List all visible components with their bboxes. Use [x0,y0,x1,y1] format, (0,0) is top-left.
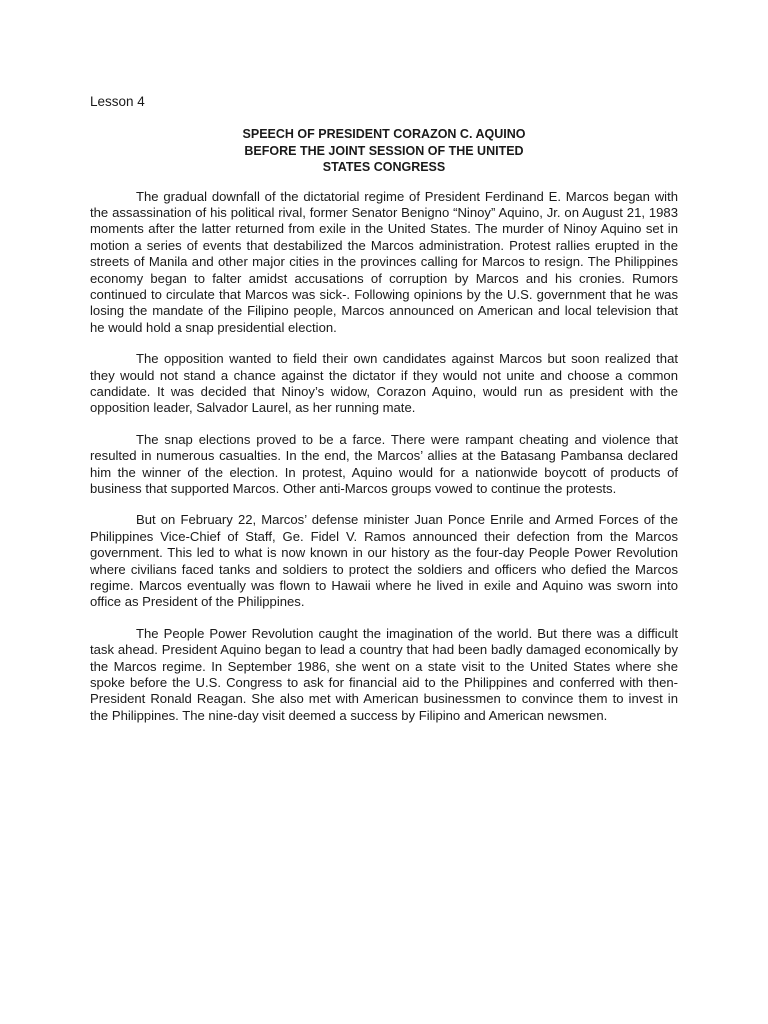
title-line-3: STATES CONGRESS [322,160,446,174]
title-line-1: SPEECH OF PRESIDENT CORAZON C. AQUINO [242,127,526,141]
paragraph-2: The opposition wanted to field their own candidates against Marcos but soon realized that they would not stand a chance against the dictator if they would not unite and choose a common candidate. It was decided that Ninoy’s widow, Corazon Aquino, would run as president with the opposition leader, Salvador Laurel, as her running mate. [90,351,678,416]
paragraph-4: But on February 22, Marcos’ defense minister Juan Ponce Enrile and Armed Forces of the Philippines Vice-Chief of Staff, Ge. Fidel V. Ramos announced their defection from the Marcos government. This led to what is now known in our history as the four-day People Power Revolution where civilians faced tanks and soldiers to protect the soldiers and officers who defied the Marcos regime. Marcos eventually was flown to Hawaii where he lived in exile and Aquino was sworn into office as President of the Philippines. [90,512,678,610]
document-body [90,93,678,739]
document-title [90,126,678,176]
lesson-label: Lesson 4 [90,94,145,109]
paragraph-3: The snap elections proved to be a farce. There were rampant cheating and violence that resulted in numerous casualties. In the end, the Marcos’ allies at the Batasang Pambansa declared him the winner of the election. In protest, Aquino would for a nationwide boycott of products of business that supported Marcos. Other anti-Marcos groups vowed to continue the protests. [90,431,678,496]
title-line-2: BEFORE THE JOINT SESSION OF THE UNITED [244,143,524,158]
paragraph-5: The People Power Revolution caught the imagination of the world. But there was a difficult task ahead. President Aquino began to lead a country that had been badly damaged economically by the Marcos regime. In September 1986, she went on a state visit to the United States where she spoke before the U.S. Congress to ask for financial aid to the Philippines and conferred with then-President Ronald Reagan. She also met with American businessmen to convince them to invest in the Philippines. The nine-day visit deemed a success by Filipino and American newsmen. [90,625,678,723]
paragraph-1: The gradual downfall of the dictatorial regime of President Ferdinand E. Marcos began with the assassination of his political rival, former Senator Benigno “Ninoy” Aquino, Jr. on August 21, 1983 moments after the latter returned from exile in the United States. The murder of Ninoy Aquino set in motion a series of events that destabilized the Marcos administration. Protest rallies erupted in the streets of Manila and other major cities in the provinces calling for Marcos to resign. The Philippines economy began to falter amidst accusations of corruption by Marcos and his cronies. Rumors continued to circulate that Marcos was sick-. Following opinions by the U.S. government that he was losing the mandate of the Filipino people, Marcos announced on American and local television that he would hold a snap presidential election. [90,188,678,335]
